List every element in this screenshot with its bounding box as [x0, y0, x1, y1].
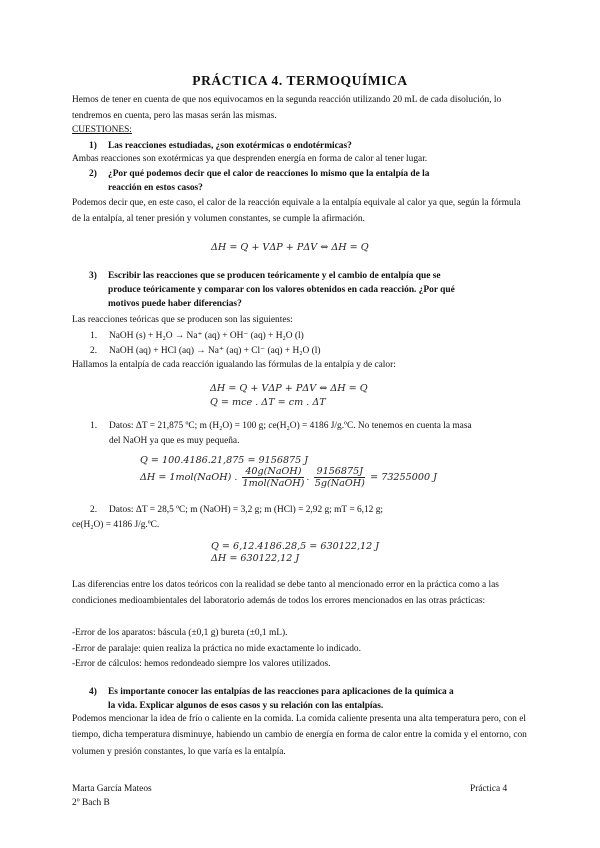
fraction-2-numerator: 9156875J	[316, 466, 364, 477]
question-2-line-1: ¿Por qué podemos decir que el calor de reacciones lo mismo que la entalpía de la	[108, 169, 430, 179]
footer-author: Marta García Mateos	[72, 784, 152, 794]
question-1-number: 1)	[89, 141, 97, 151]
error-item-1: -Error de los aparatos: báscula (±0,1 g) bureta (±0,1 mL).	[72, 628, 288, 638]
enthalpy-equation: ΔH = Q + VΔP + PΔV ⇔ ΔH = Q	[211, 242, 369, 253]
question-4-number: 4)	[89, 687, 97, 697]
data-1-enthalpy-prefix: ΔH = 1mol(NaOH) .	[140, 472, 238, 483]
fraction-1-numerator: 40g(NaOH)	[242, 466, 304, 478]
reaction-2-number: 2.	[90, 346, 98, 356]
answer-2: Podemos decir que, en este caso, el calor de la reacción equivale a la entalpía equivale al calor ya que, según la fórmula de la entalpía, al tener presión y volumen constantes, se cumple la afirmación.	[72, 198, 521, 225]
footer-practice-label: Práctica 4	[470, 784, 508, 794]
error-item-3: -Error de cálculos: hemos redondeado siempre los valores utilizados.	[72, 659, 331, 669]
data-1-enthalpy-result: = 73255000 J	[370, 472, 437, 483]
question-2-number: 2)	[89, 169, 97, 179]
question-3-line-2: produce teóricamente y comparar con los valores obtenidos en cada reacción. ¿Por qué	[108, 285, 455, 295]
answer-4: Podemos mencionar la idea de frío o caliente en la comida. La comida caliente presenta una alta temperatura pero, con el tiempo, dicha temperatura disminuye, habiendo un cambio de energía en forma de calor entre la comida y el entorno, con volumen y presión constantes, lo que varía es la entalpía.	[72, 714, 527, 757]
page-title: PRÁCTICA 4. TERMOQUÍMICA	[192, 73, 408, 88]
question-2-line-2: reacción en estos casos?	[108, 183, 203, 193]
intro-paragraph: Hemos de tener en cuenta de que nos equivocamos en la segunda reacción utilizando 20 mL de cada disolución, lo tendremos en cuenta, pero las masas serán las mismas.	[72, 95, 502, 122]
data-2-number: 2.	[90, 505, 98, 515]
question-3-line-3: motivos puede haber diferencias?	[108, 299, 242, 309]
data-2-heat-equation: Q = 6,12.4186.28,5 = 630122,12 J	[211, 541, 380, 552]
calc-equation-2: Q = mce . ΔT = cm . ΔT	[210, 397, 326, 408]
question-3-number: 3)	[89, 271, 97, 281]
calc-intro: Hallamos la entalpía de cada reacción igualando las fórmulas de la entalpía y de calor:	[72, 360, 396, 370]
fraction-1-denominator: 1mol(NaOH)	[242, 478, 305, 489]
footer-course: 2º Bach B	[72, 798, 110, 808]
data-2-line-2: ce(H₂O) = 4186 J/g.ºC.	[72, 520, 160, 530]
error-item-2: -Error de paralaje: quien realiza la práctica no mide exactamente lo indicado.	[72, 644, 361, 654]
reaction-1: NaOH (s) + H₂O → Na⁺ (aq) + OH⁻ (aq) + H₂O (l)	[109, 331, 304, 341]
fraction-molar-mass	[242, 466, 304, 489]
reaction-1-number: 1.	[90, 331, 98, 341]
data-1-line-1: Datos: ΔT = 21,875 ºC; m (H₂O) = 100 g; ce(H₂O) = 4186 J/g.ºC. No tenemos en cuenta la masa	[109, 421, 472, 431]
answer-1: Ambas reacciones son exotérmicas ya que desprenden energía en forma de calor al tener lugar.	[72, 154, 428, 164]
calc-equation-1: ΔH = Q + VΔP + PΔV ⇔ ΔH = Q	[210, 383, 368, 394]
question-4-line-2: la vida. Explicar algunos de esos casos y su relación con las entalpías.	[108, 701, 384, 711]
fraction-heat-per-mass	[314, 466, 365, 489]
cuestiones-heading: CUESTIONES:	[72, 125, 132, 135]
reactions-intro: Las reacciones teóricas que se producen son las siguientes:	[72, 315, 293, 325]
data-2-enthalpy-equation: ΔH = 630122,12 J	[211, 553, 300, 564]
fraction-2-denominator: 5g(NaOH)	[314, 478, 365, 489]
question-1-text: Las reacciones estudiadas, ¿son exotérmicas o endotérmicas?	[108, 141, 352, 151]
data-1-heat-equation: Q = 100.4186.21,875 = 9156875 J	[140, 455, 309, 466]
data-2-line-1: Datos: ΔT = 28,5 ºC; m (NaOH) = 3,2 g; m (HCl) = 2,92 g; mT = 6,12 g;	[109, 505, 383, 515]
data-1-line-2: del NaOH ya que es muy pequeña.	[109, 436, 240, 446]
reaction-2: NaOH (aq) + HCl (aq) → Na⁺ (aq) + Cl⁻ (aq) + H₂O (l)	[109, 346, 321, 356]
differences-paragraph: Las diferencias entre los datos teóricos con la realidad se debe tanto al mencionado error en la práctica como a las condiciones medioambientales del laboratorio además de todos los errores mencionados en las otras prácticas:	[72, 580, 499, 607]
question-4-line-1: Es importante conocer las entalpías de las reacciones para aplicaciones de la química a	[108, 687, 454, 697]
data-1-enthalpy-equation: ΔH = 1mol(NaOH) . $\frac{\text{40g(NaOH)}}{\text{1mol(NaOH)}}$ . $\frac{9156875J}{\text{5g(NaOH)}}$ = 73255000 J	[140, 466, 437, 489]
data-1-number: 1.	[90, 421, 98, 431]
question-3-line-1: Escribir las reacciones que se producen teóricamente y el cambio de entalpía que se	[108, 271, 441, 281]
